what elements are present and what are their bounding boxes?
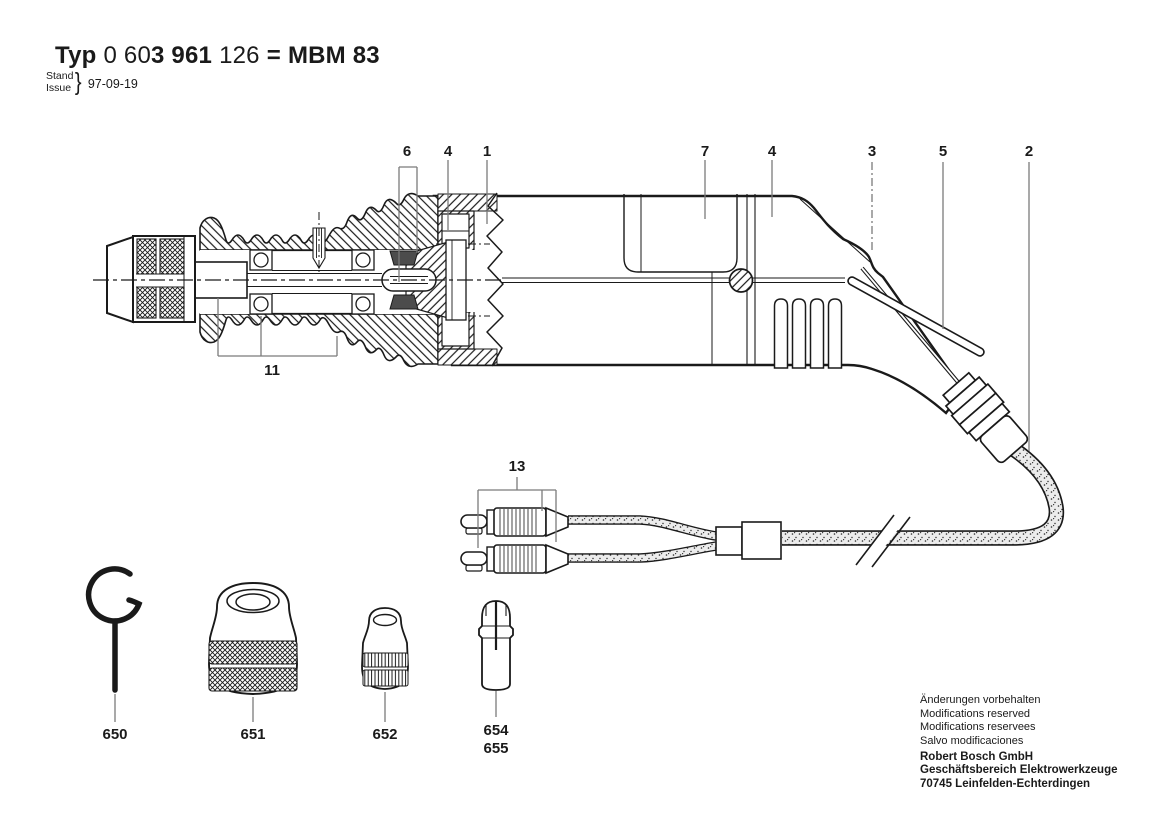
plug-upper [461, 508, 568, 536]
type-code-c: 126 [219, 42, 260, 69]
revision-label-en: Issue [46, 81, 72, 94]
note-en: Modifications reserved [920, 707, 1031, 720]
company-division: Geschäftsbereich Elektrowerkzeuge [920, 764, 1118, 777]
equals-sign: = [266, 42, 281, 69]
note-es: Salvo modificaciones [920, 734, 1024, 747]
callout-2: 2 [1024, 143, 1034, 160]
callout-4a: 4 [443, 143, 453, 160]
part-number-651: 651 [240, 726, 266, 743]
callout-11: 11 [264, 362, 280, 379]
part-number-652: 652 [372, 726, 398, 743]
callout-13: 13 [508, 458, 526, 475]
callout-1: 1 [482, 143, 492, 160]
company-city: 70745 Leinfelden-Echterdingen [920, 777, 1090, 790]
type-code-b: 3 961 [151, 42, 213, 69]
callout-3: 3 [867, 143, 877, 160]
drill-chuck [107, 236, 195, 322]
housing-screw [730, 269, 753, 292]
type-designation [55, 42, 380, 70]
cord-wires [568, 520, 716, 558]
note-de: Änderungen vorbehalten [920, 694, 1041, 706]
part-number-654: 654 [483, 722, 509, 739]
revision-date: 97-09-19 [87, 77, 138, 91]
callout-7: 7 [700, 143, 710, 160]
cord-ferrule [716, 522, 781, 559]
type-code-a: 0 60 [103, 42, 152, 69]
accessory-cap-651 [209, 583, 297, 694]
part-number-650: 650 [102, 726, 128, 743]
revision-label-de: Stand [46, 70, 74, 82]
accessory-cap-652 [362, 608, 408, 689]
accessory-collet-654 [479, 601, 513, 690]
part-number-655: 655 [483, 740, 509, 757]
revision-block [46, 68, 138, 97]
note-fr: Modifications reservees [920, 721, 1036, 734]
callout-4b: 4 [767, 143, 777, 160]
type-prefix: Typ [55, 42, 97, 69]
company-name: Robert Bosch GmbH [920, 751, 1034, 763]
plug-lower [461, 545, 568, 573]
callout-6: 6 [402, 143, 412, 160]
callout-5: 5 [938, 143, 948, 160]
revision-brace: } [75, 68, 82, 96]
modification-notes [920, 694, 1040, 748]
accessory-hook-650 [89, 569, 139, 690]
company-address [920, 751, 1118, 791]
model-name: MBM 83 [287, 42, 380, 69]
power-cord [782, 448, 1056, 567]
